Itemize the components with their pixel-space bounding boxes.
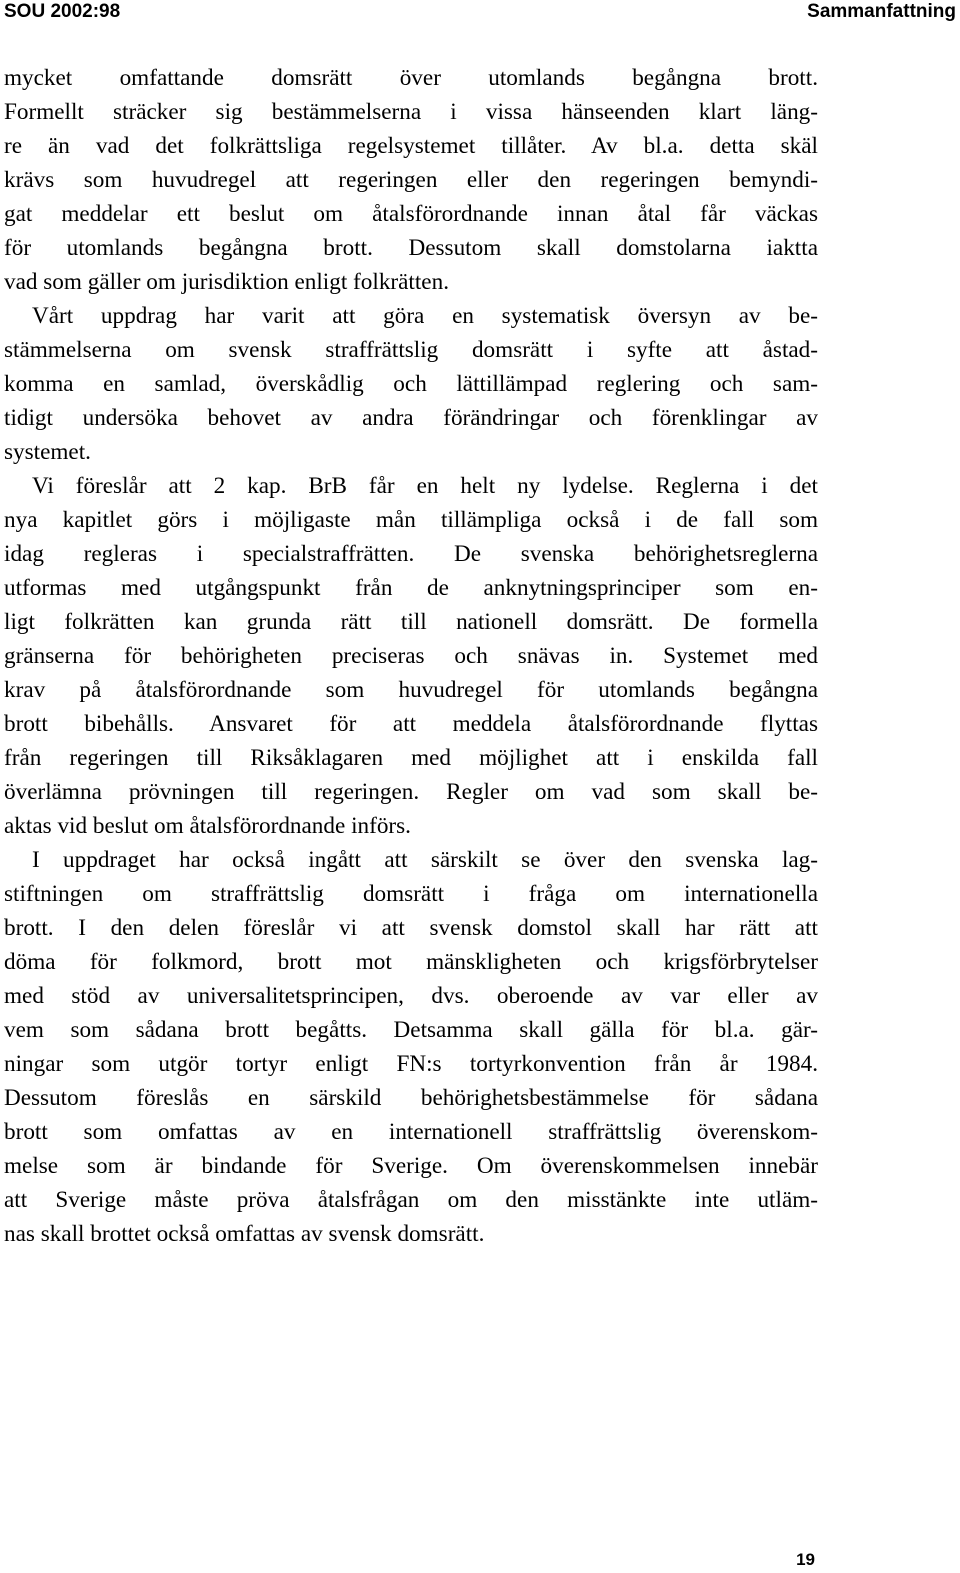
document-reference: SOU 2002:98 [4,1,121,22]
body-text [4,61,818,1251]
paragraph [4,843,818,1251]
text-line: brott som omfattas av en internationell straffrättslig överenskom- [4,1119,818,1145]
text-line: nya kapitlet görs i möjligaste mån tillämpliga också i de fall som [4,507,818,533]
text-line: Dessutom föreslås en särskild behörighetsbestämmelse för sådana [4,1085,818,1111]
text-line: för utomlands begångna brott. Dessutom skall domstolarna iaktta [4,235,818,261]
text-line: vad som gäller om jurisdiktion enligt folkrätten. [4,269,449,295]
running-header [0,0,960,26]
section-title: Sammanfattning [807,1,956,22]
text-line: re än vad det folkrättsliga regelsystemet tillåter. Av bl.a. detta skäl [4,133,818,159]
text-line: Vårt uppdrag har varit att göra en systematisk översyn av be- [32,303,818,329]
text-line: krav på åtalsförordnande som huvudregel för utomlands begångna [4,677,818,703]
text-line: överlämna prövningen till regeringen. Regler om vad som skall be- [4,779,818,805]
paragraph [4,469,818,843]
text-line: aktas vid beslut om åtalsförordnande införs. [4,813,411,839]
text-line: stämmelserna om svensk straffrättslig domsrätt i syfte att åstad- [4,337,818,363]
text-line: mycket omfattande domsrätt över utomlands begångna brott. [4,65,818,91]
text-line: gränserna för behörigheten preciseras och snävas in. Systemet med [4,643,818,669]
text-line: döma för folkmord, brott mot mänskligheten och krigsförbrytelser [4,949,818,975]
text-line: brott. I den delen föreslår vi att svensk domstol skall har rätt att [4,915,818,941]
text-line: vem som sådana brott begåtts. Detsamma skall gälla för bl.a. gär- [4,1017,818,1043]
text-line: stiftningen om straffrättslig domsrätt i fråga om internationella [4,881,818,907]
text-line: brott bibehålls. Ansvaret för att meddela åtalsförordnande flyttas [4,711,818,737]
text-line: från regeringen till Riksåklagaren med möjlighet att i enskilda fall [4,745,818,771]
text-line: krävs som huvudregel att regeringen eller den regeringen bemyndi- [4,167,818,193]
text-line: systemet. [4,439,91,465]
paragraph [4,299,818,469]
text-line: melse som är bindande för Sverige. Om överenskommelsen innebär [4,1153,818,1179]
text-line: komma en samlad, överskådlig och lättillämpad reglering och sam- [4,371,818,397]
text-line: ningar som utgör tortyr enligt FN:s tortyrkonvention från år 1984. [4,1051,818,1077]
text-line: idag regleras i specialstraffrätten. De svenska behörighetsreglerna [4,541,818,567]
text-line: tidigt undersöka behovet av andra förändringar och förenklingar av [4,405,818,431]
text-line: I uppdraget har också ingått att särskilt se över den svenska lag- [32,847,818,873]
text-line: ligt folkrätten kan grunda rätt till nationell domsrätt. De formella [4,609,818,635]
text-line: att Sverige måste pröva åtalsfrågan om den misstänkte inte utläm- [4,1187,818,1213]
page-number: 19 [796,1550,815,1569]
text-line: nas skall brottet också omfattas av svensk domsrätt. [4,1221,485,1247]
text-line: Vi föreslår att 2 kap. BrB får en helt ny lydelse. Reglerna i det [32,473,818,499]
paragraph [4,61,818,299]
text-line: gat meddelar ett beslut om åtalsförordnande innan åtal får väckas [4,201,818,227]
text-line: Formellt sträcker sig bestämmelserna i vissa hänseenden klart läng- [4,99,818,125]
text-line: utformas med utgångspunkt från de anknytningsprinciper som en- [4,575,818,601]
text-line: med stöd av universalitetsprincipen, dvs. oberoende av var eller av [4,983,818,1009]
